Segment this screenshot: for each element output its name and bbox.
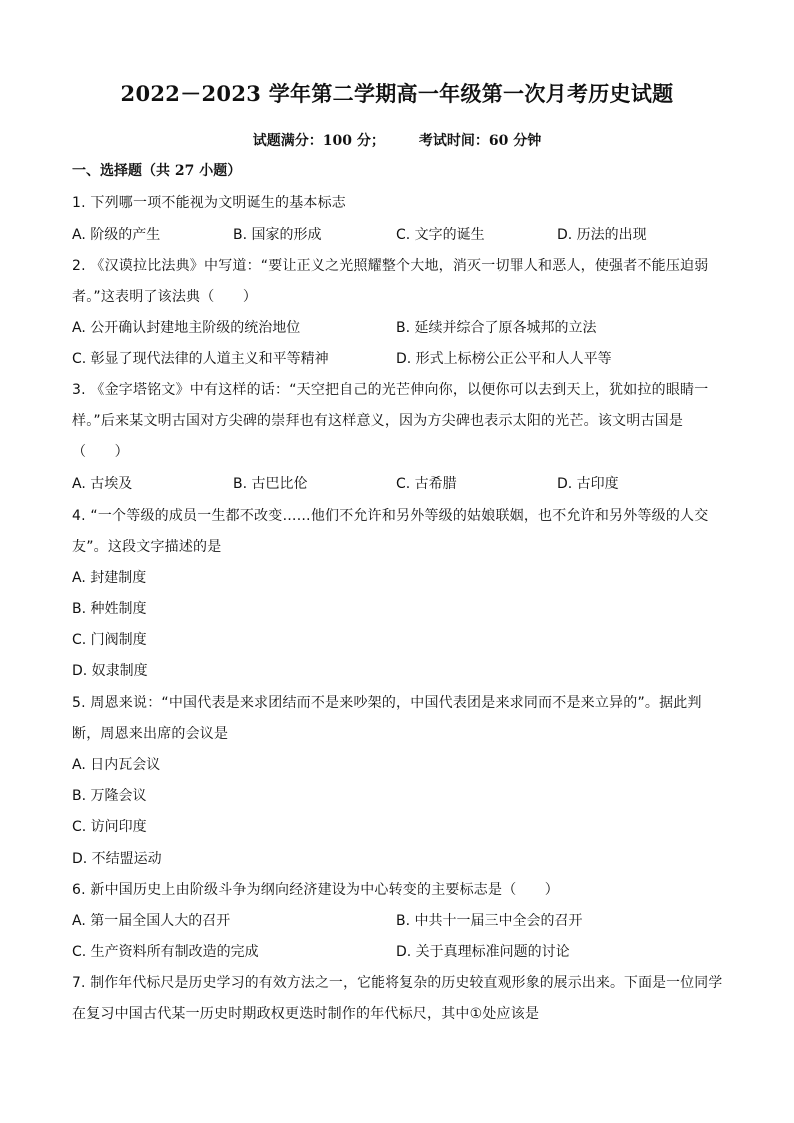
- question-3-option-a: A. 古埃及: [72, 476, 133, 492]
- question-7-stem-line-1: 7. 制作年代标尺是历史学习的有效方法之一，它能将复杂的历史较直观形象的展示出来。下面是一位同学: [72, 975, 723, 991]
- question-2-stem-line-1: 2. 《汉谟拉比法典》中写道：“要让正义之光照耀整个大地，消灭一切罪人和恶人，使强者不能压迫弱: [72, 258, 709, 274]
- question-7-stem-line-2: 在复习中国古代某一历史时期政权更迭时制作的年代标尺，其中①处应该是: [72, 1006, 540, 1022]
- question-6-option-c: C. 生产资料所有制改造的完成: [72, 944, 259, 960]
- question-2-stem-line-2: 者。”这表明了该法典（ ）: [72, 289, 258, 305]
- question-4-stem-line-1: 4. “一个等级的成员一生都不改变……他们不允许和另外等级的姑娘联姻，也不允许和另外等级的人交: [72, 508, 709, 524]
- question-4-option-c: C. 门阀制度: [72, 632, 147, 648]
- score-info: 试题满分：100 分；: [252, 133, 385, 149]
- question-1-option-c: C. 文字的诞生: [396, 227, 485, 243]
- section-heading: 一、选择题（共 27 小题）: [72, 163, 242, 179]
- question-5-option-b: B. 万隆会议: [72, 788, 147, 804]
- question-4-option-b: B. 种姓制度: [72, 601, 147, 617]
- question-4-stem-line-2: 友”。这段文字描述的是: [72, 539, 222, 555]
- question-2-option-c: C. 彰显了现代法律的人道主义和平等精神: [72, 351, 329, 367]
- question-5-stem-line-2: 断，周恩来出席的会议是: [72, 726, 229, 742]
- question-5-option-a: A. 日内瓦会议: [72, 757, 161, 773]
- question-6-option-d: D. 关于真理标准问题的讨论: [396, 944, 570, 960]
- question-2-option-a: A. 公开确认封建地主阶级的统治地位: [72, 320, 301, 336]
- question-1-option-b: B. 国家的形成: [233, 227, 322, 243]
- question-3-option-c: C. 古希腊: [396, 476, 457, 492]
- time-info: 考试时间：60 分钟: [418, 133, 542, 149]
- question-1-option-d: D. 历法的出现: [557, 227, 647, 243]
- question-4-option-a: A. 封建制度: [72, 570, 147, 586]
- question-3-stem-line-1: 3. 《金字塔铭文》中有这样的话：“天空把自己的光芒伸向你，以便你可以去到天上，犹如拉的眼睛一: [72, 382, 709, 398]
- question-5-stem-line-1: 5. 周恩来说：“中国代表是来求团结而不是来吵架的，中国代表团是来求同而不是来立异的”。据此判: [72, 695, 702, 711]
- question-6-stem: 6. 新中国历史上由阶级斗争为纲向经济建设为中心转变的主要标志是（ ）: [72, 882, 560, 898]
- question-3-option-d: D. 古印度: [557, 476, 619, 492]
- question-2-option-b: B. 延续并综合了原各城邦的立法: [396, 320, 597, 336]
- question-5-option-d: D. 不结盟运动: [72, 851, 162, 867]
- question-1-stem: 1. 下列哪一项不能视为文明诞生的基本标志: [72, 195, 347, 211]
- exam-title: 2022－2023 学年第二学期高一年级第一次月考历史试题: [120, 81, 674, 106]
- question-3-option-b: B. 古巴比伦: [233, 476, 308, 492]
- question-6-option-b: B. 中共十一届三中全会的召开: [396, 913, 583, 929]
- question-4-option-d: D. 奴隶制度: [72, 663, 148, 679]
- question-6-option-a: A. 第一届全国人大的召开: [72, 913, 231, 929]
- question-1-option-a: A. 阶级的产生: [72, 227, 161, 243]
- question-3-stem-line-2: 样。”后来某文明古国对方尖碑的崇拜也有这样意义，因为方尖碑也表示太阳的光芒。该文明古国是: [72, 413, 684, 429]
- question-2-option-d: D. 形式上标榜公正公平和人人平等: [396, 351, 612, 367]
- exam-meta: [0, 130, 794, 150]
- question-5-option-c: C. 访问印度: [72, 819, 147, 835]
- question-3-stem-line-3: （ ）: [72, 444, 129, 460]
